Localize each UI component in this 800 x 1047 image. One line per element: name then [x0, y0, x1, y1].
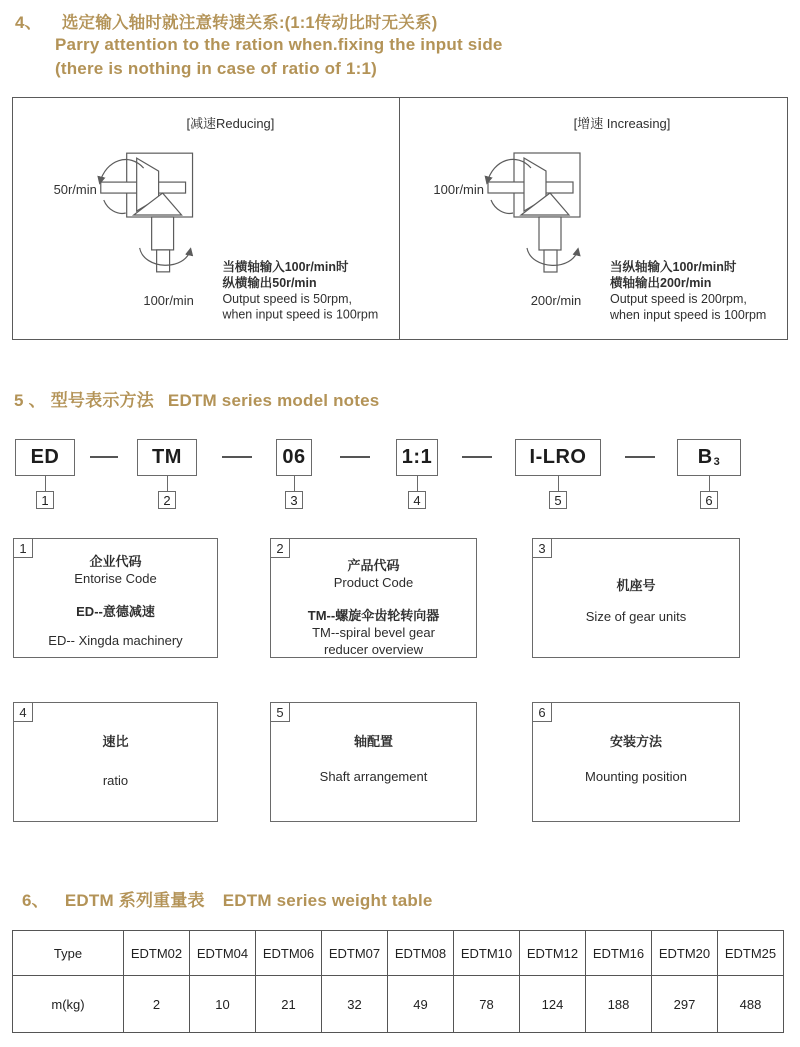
note-line: Output speed is 50rpm,: [222, 291, 352, 306]
explain-box-4: [13, 702, 218, 822]
explain-line: 轴配置: [353, 734, 393, 749]
connector-dash: [625, 456, 655, 458]
explain-line: Entorise Code: [74, 571, 157, 586]
section4-number: 4、: [15, 13, 42, 32]
table-header-cell: EDTM25: [717, 931, 783, 976]
tag-connector-line: [167, 476, 168, 491]
tag-connector-line: [709, 476, 710, 491]
table-header-cell: EDTM16: [585, 931, 651, 976]
explain-box-tag: 6: [532, 702, 552, 722]
explain-line: ED-- Xingda machinery: [48, 633, 183, 648]
table-header-cell: EDTM02: [123, 931, 189, 976]
section5-number: 5 、: [14, 391, 46, 410]
table-header-cell: EDTM20: [651, 931, 717, 976]
note-line: 横轴输出200r/min: [610, 276, 712, 290]
model-box-label: I-LRO: [529, 446, 587, 468]
model-tag-6: 6: [700, 491, 718, 509]
weight-table: [12, 930, 784, 1033]
section6-heading: [22, 886, 433, 911]
explain-box-tag: 5: [270, 702, 290, 722]
connector-dash: [90, 456, 118, 458]
section5-title-en: EDTM series model notes: [167, 391, 380, 410]
note-line: 当纵轴输入100r/min时: [610, 260, 737, 274]
explain-box-tag: 2: [270, 538, 290, 558]
output-speed-label: 200r/min: [530, 293, 582, 308]
panel-title: [减速Reducing]: [186, 116, 275, 132]
model-box-shaft: [515, 439, 601, 476]
explain-box-tag: 4: [13, 702, 33, 722]
model-box-label: 06: [282, 446, 306, 468]
section6-title-en: EDTM series weight table: [222, 891, 433, 910]
table-header-cell: EDTM10: [453, 931, 519, 976]
section4-heading-line3: (there is nothing in case of ratio of 1:1): [55, 59, 377, 78]
explain-line: ED--意德减速: [76, 604, 155, 619]
note-line: 纵横输出50r/min: [222, 275, 317, 290]
table-value-cell: 188: [585, 976, 651, 1032]
explain-box-5: [270, 702, 477, 822]
increasing-panel: [400, 98, 787, 339]
table-value-cell: 124: [519, 976, 585, 1032]
explain-line: 企业代码: [89, 554, 142, 569]
connector-dash: [222, 456, 252, 458]
explain-line: TM--螺旋伞齿轮转向器: [307, 608, 440, 623]
model-box-label: 1:1: [401, 446, 433, 468]
section4-heading-line2: Parry attention to the ration when.fixing the input side: [55, 35, 503, 54]
explain-line: 机座号: [616, 578, 656, 593]
tag-connector-line: [558, 476, 559, 491]
table-header-cell: EDTM07: [321, 931, 387, 976]
explain-box-2: [270, 538, 477, 658]
explain-line: 速比: [102, 734, 129, 749]
panel-title: [增速 Increasing]: [573, 116, 671, 131]
explain-line: Mounting position: [585, 769, 687, 784]
model-tag-3: 3: [285, 491, 303, 509]
reducing-gearbox-drawing: [13, 98, 399, 339]
table-header-cell: EDTM08: [387, 931, 453, 976]
section4-heading-line1: [15, 8, 437, 33]
increasing-gearbox-drawing: [400, 98, 787, 339]
explain-line: reducer overview: [324, 642, 423, 657]
explain-box-1: [13, 538, 218, 658]
note-line: 当横轴输入100r/min时: [222, 259, 349, 274]
table-value-cell: 2: [123, 976, 189, 1032]
rotation-arc-input-lower: [491, 200, 513, 213]
table-header-cell: EDTM06: [255, 931, 321, 976]
explain-line: Shaft arrangement: [319, 769, 428, 784]
table-row-label: m(kg): [51, 996, 85, 1012]
explain-line: TM--spiral bevel gear: [312, 625, 435, 640]
table-value-cell: 488: [717, 976, 783, 1032]
model-tag-2: 2: [158, 491, 176, 509]
model-box-mounting: [677, 439, 741, 476]
tag-connector-line: [417, 476, 418, 491]
note-line: Output speed is 200rpm,: [610, 292, 747, 306]
tag-connector-line: [294, 476, 295, 491]
model-tag-5: 5: [549, 491, 567, 509]
output-shaft-lower: [544, 250, 557, 272]
table-value-cell: 78: [453, 976, 519, 1032]
note-line: when input speed is 100rpm: [610, 308, 767, 322]
model-box-label: ED: [30, 446, 60, 468]
explain-line: 安装方法: [609, 734, 662, 749]
table-value-cell: 32: [321, 976, 387, 1032]
tag-connector-line: [45, 476, 46, 491]
output-speed-label: 100r/min: [143, 292, 194, 308]
table-header-cell: EDTM12: [519, 931, 585, 976]
table-value-cell: 10: [189, 976, 255, 1032]
model-box-product: [137, 439, 197, 476]
section4-title-zh: 选定输入轴时就注意转速关系:(1:1传动比时无关系): [61, 14, 438, 32]
model-box-label: B: [697, 446, 713, 468]
speed-relation-diagram: [12, 97, 788, 340]
section5-title-zh: 型号表示方法: [50, 391, 154, 410]
model-box-company: [15, 439, 75, 476]
input-speed-label: 50r/min: [53, 182, 97, 198]
explain-line: Product Code: [333, 575, 414, 590]
explain-line: Size of gear units: [585, 609, 687, 624]
output-shaft-upper: [152, 217, 174, 250]
explain-box-tag: 1: [13, 538, 33, 558]
connector-dash: [340, 456, 370, 458]
explain-box-tag: 3: [532, 538, 552, 558]
table-header-cell: EDTM04: [189, 931, 255, 976]
explain-line: 产品代码: [347, 558, 400, 573]
table-value-cell: 297: [651, 976, 717, 1032]
explain-line: ratio: [102, 773, 129, 788]
connector-dash: [462, 456, 492, 458]
model-tag-4: 4: [408, 491, 426, 509]
explain-box-3: [532, 538, 740, 658]
output-shaft-lower: [157, 250, 170, 272]
model-tag-1: 1: [36, 491, 54, 509]
model-box-label: TM: [152, 446, 182, 468]
explain-box-6: [532, 702, 740, 822]
output-shaft-upper: [539, 217, 561, 250]
model-box-size: [276, 439, 312, 476]
model-box-label-subscript: 3: [713, 456, 721, 468]
table-value-cell: 49: [387, 976, 453, 1032]
section6-title-zh: EDTM 系列重量表: [64, 891, 205, 910]
section5-heading: [14, 386, 379, 411]
reducing-panel: [13, 98, 400, 339]
note-line: when input speed is 100rpm: [222, 307, 379, 322]
table-value-cell: 21: [255, 976, 321, 1032]
model-box-ratio: [396, 439, 438, 476]
input-speed-label: 100r/min: [433, 182, 484, 197]
rotation-arc-input-lower: [104, 200, 126, 213]
section6-number: 6、: [22, 891, 49, 910]
table-header-cell: Type: [13, 931, 123, 976]
